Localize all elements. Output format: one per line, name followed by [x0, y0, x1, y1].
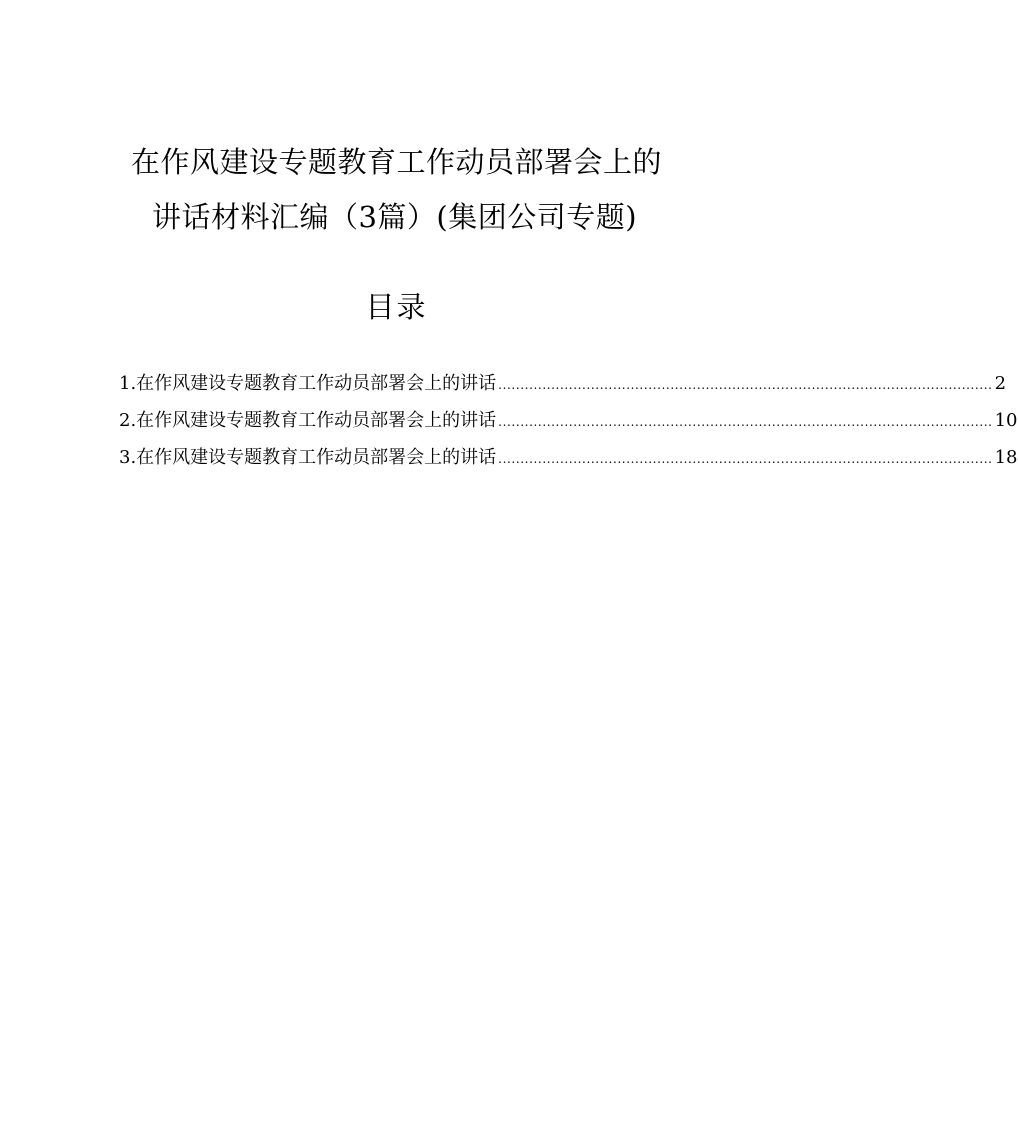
toc-dot-leader: ................................................................................................................ — [498, 452, 993, 466]
toc-entry-text[interactable]: 1.在作风建设专题教育工作动员部署会上的讲话 — [119, 373, 497, 394]
toc-dot-leader: ................................................................................................................ — [498, 378, 993, 392]
toc-page-number[interactable]: 10 — [994, 410, 1018, 431]
toc-entry[interactable] — [119, 410, 1018, 447]
toc-entry-text[interactable]: 2.在作风建设专题教育工作动员部署会上的讲话 — [119, 410, 497, 431]
table-of-contents — [119, 373, 1018, 484]
toc-entry[interactable] — [119, 447, 1018, 484]
document-title-line-2: 讲话材料汇编（3篇）(集团公司专题) — [151, 200, 638, 234]
toc-page-number[interactable]: 2 — [994, 373, 1007, 394]
toc-heading: 目录 — [365, 290, 428, 324]
document-title-line-1: 在作风建设专题教育工作动员部署会上的 — [130, 145, 662, 179]
toc-page-number[interactable]: 18 — [994, 447, 1018, 468]
toc-entry-text[interactable]: 3.在作风建设专题教育工作动员部署会上的讲话 — [119, 447, 497, 468]
toc-entry[interactable] — [119, 373, 1007, 410]
toc-dot-leader: ................................................................................................................ — [498, 415, 993, 429]
